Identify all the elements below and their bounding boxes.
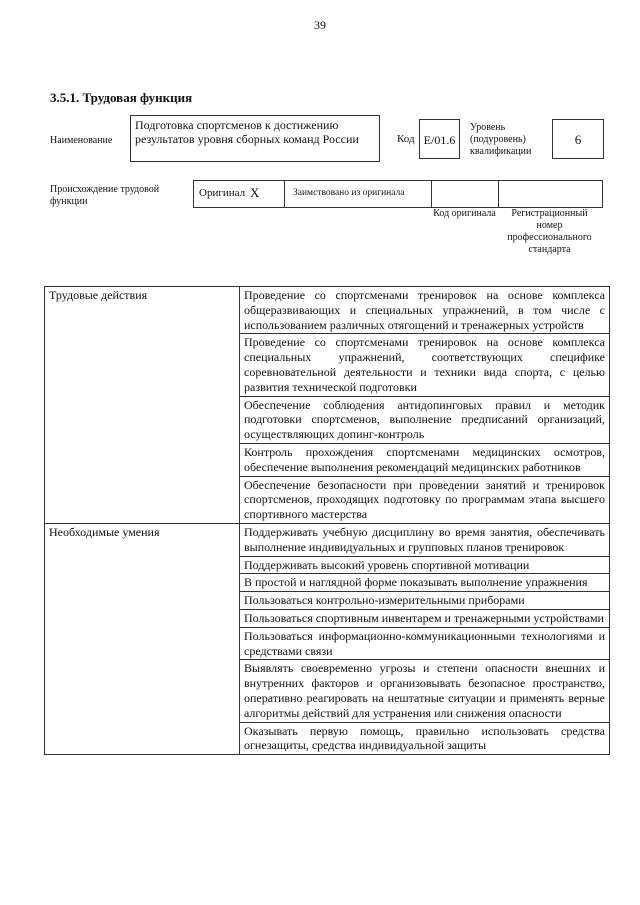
table-item: Пользоваться контрольно-измерительными приборами xyxy=(240,592,610,610)
labor-function-table xyxy=(44,286,610,755)
table-item: Выявлять своевременно угрозы и степени опасности внешних и внутренних факторов и организовывать безопасное пространство, оперативно реагировать на нештатные ситуации и применять верные алгоритмы действий для устранения или снижения опасности xyxy=(240,660,610,722)
reg-number-caption: Регистрационный номер профессионального стандарта xyxy=(507,208,592,255)
table-item: Поддерживать учебную дисциплину во время занятия, обеспечивать выполнение индивидуальных и групповых планов тренировок xyxy=(240,523,610,556)
origin-label: Происхождение трудовой функции xyxy=(50,184,160,207)
code-value: Е/01.6 xyxy=(419,119,460,159)
original-code-caption: Код оригинала xyxy=(433,208,496,219)
level-value: 6 xyxy=(552,119,604,159)
origin-row xyxy=(193,180,603,208)
origin-code-cell xyxy=(432,181,499,207)
table-item: Проведение со спортсменами тренировок на основе комплекса общеразвивающих и специальных упражнений, в том числе с использованием различных отягощений и тренажерных устройств xyxy=(240,287,610,334)
table-item: Оказывать первую помощь, правильно использовать средства огнезащиты, средства индивидуальной защиты xyxy=(240,722,610,755)
section-title-labor-actions: Трудовые действия xyxy=(45,287,240,524)
original-mark: X xyxy=(250,185,260,200)
table-row xyxy=(45,287,610,334)
borrowed-label: Заимствовано из оригинала xyxy=(293,188,405,198)
origin-original-cell xyxy=(194,181,285,207)
table-item: Поддерживать высокий уровень спортивной мотивации xyxy=(240,556,610,574)
table-item: Пользоваться информационно-коммуникационными технологиями и средствами связи xyxy=(240,627,610,660)
table-item: Обеспечение соблюдения антидопинговых правил и методик подготовки спортсменов, выполнение предписаний организаций, осуществляющих допинг-контроль xyxy=(240,396,610,443)
name-value: Подготовка спортсменов к достижению результатов уровня сборных команд России xyxy=(130,115,380,162)
table-item: Проведение со спортсменами тренировок на основе комплекса специальных упражнений, соответствующих специфике соревновательной деятельности и техники вида спорта, с целью развития технической подготовки xyxy=(240,334,610,396)
origin-borrowed-cell xyxy=(285,181,432,207)
origin-reg-cell xyxy=(499,181,602,207)
table-item: Пользоваться спортивным инвентарем и тренажерными устройствами xyxy=(240,609,610,627)
table-row xyxy=(45,523,610,556)
table-item: В простой и наглядной форме показывать выполнение упражнения xyxy=(240,574,610,592)
table-item: Обеспечение безопасности при проведении занятий и тренировок спортсменов, проходящих подготовку по программам этапа высшего спортивного мастерства xyxy=(240,476,610,523)
section-title-required-skills: Необходимые умения xyxy=(45,523,240,754)
page-number: 39 xyxy=(314,18,326,32)
table-item: Контроль прохождения спортсменами медицинских осмотров, обеспечение выполнения рекомендаций медицинских работников xyxy=(240,443,610,476)
code-label: Код xyxy=(397,133,415,145)
original-label: Оригинал xyxy=(199,187,246,199)
section-title: 3.5.1. Трудовая функция xyxy=(50,90,193,105)
name-label: Наименование xyxy=(50,135,113,146)
level-label: Уровень (подуровень) квалификации xyxy=(470,122,532,157)
